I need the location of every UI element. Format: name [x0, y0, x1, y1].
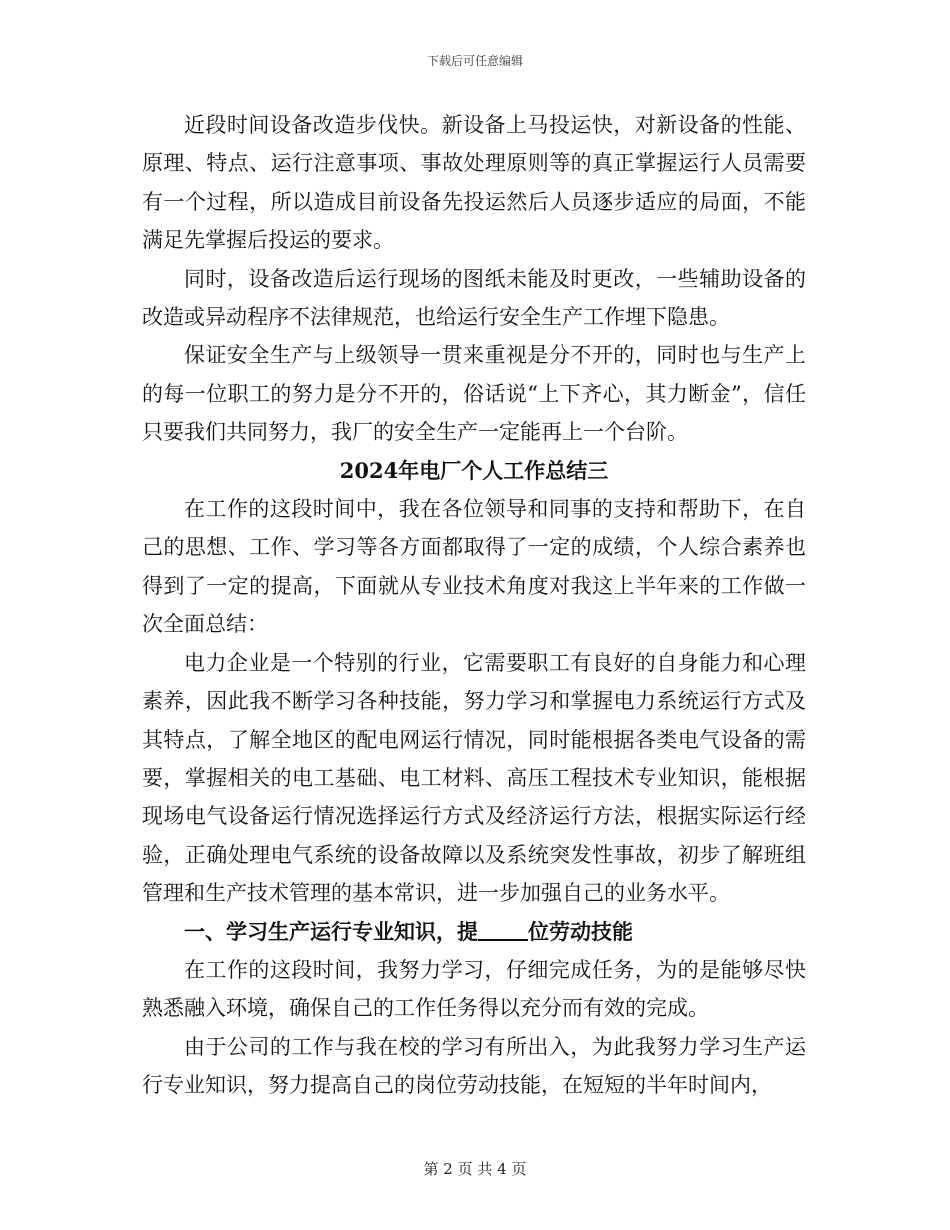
subheading-part-after: 位劳动技能 [528, 918, 633, 944]
paragraph-intro-summary: 在工作的这段时间中，我在各位领导和同事的支持和帮助下，在自己的思想、工作、学习等各方面都取得了一定的成绩，个人综合素养也得到了一定的提高，下面就从专业技术角度对我这上半年来的工作做一次全面总结： [142, 497, 806, 637]
paragraph-safety-production: 保证安全生产与上级领导一贯来重视是分不开的，同时也与生产上的每一位职工的努力是分不开的，俗话说“上下齐心，其力断金”，信任只要我们共同努力，我厂的安全生产一定能再上一个台阶。 [142, 343, 806, 445]
page-number-footer: 第 2 页 共 4 页 [423, 1160, 527, 1178]
underline-blank [478, 917, 528, 941]
paragraph-equipment-upgrade: 近段时间设备改造步伐快。新设备上马投运快，对新设备的性能、原理、特点、运行注意事项、事故处理原则等的真正掌握运行人员需要有一个过程，所以造成目前设备先投运然后人员逐步适应的局面，不能满足先掌握后投运的要求。 [142, 113, 806, 253]
paragraph-work-period: 在工作的这段时间，我努力学习，仔细完成任务，为的是能够尽快熟悉融入环境，确保自己的工作任务得以充分而有效的完成。 [142, 957, 806, 1021]
paragraph-power-industry: 电力企业是一个特别的行业，它需要职工有良好的自身能力和心理素养，因此我不断学习各种技能，努力学习和掌握电力系统运行方式及其特点，了解全地区的配电网运行情况，同时能根据各类电气设备的需要，掌握相关的电工基础、电工材料、高压工程技术专业知识，能根据现场电气设备运行情况选择运行方式及经济运行方法，根据实际运行经验，正确处理电气系统的设备故障以及系统突发性事故，初步了解班组管理和生产技术管理的基本常识，进一步加强自己的业务水平。 [142, 650, 806, 906]
page-header-note: 下载后可任意编辑 [426, 54, 523, 68]
subheading-study-knowledge [142, 913, 806, 951]
paragraph-company-study: 由于公司的工作与我在校的学习有所出入，为此我努力学习生产运行专业知识，努力提高自己的岗位劳动技能，在短短的半年时间内， [142, 1034, 806, 1098]
section-title: 2024年电厂个人工作总结三 [339, 457, 609, 483]
document-body [142, 106, 806, 1105]
paragraph-drawings-update: 同时，设备改造后运行现场的图纸未能及时更改，一些辅助设备的改造或异动程序不法律规范，也给运行安全生产工作埋下隐患。 [142, 266, 806, 330]
subheading-part-before: 一、学习生产运行专业知识，提 [184, 918, 478, 944]
